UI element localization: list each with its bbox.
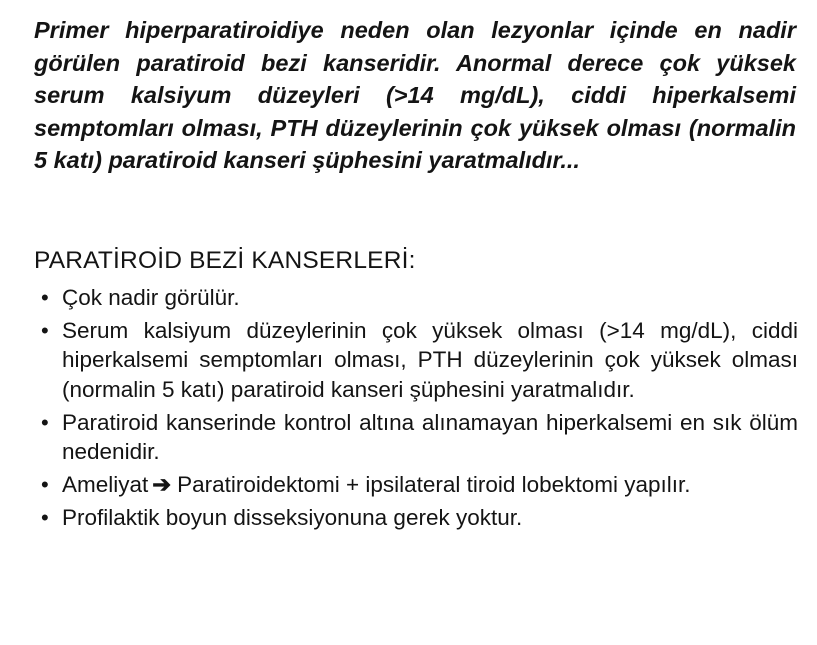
bullet-text-before: Ameliyat — [62, 472, 149, 498]
bullet-text-after: Paratiroidektomi + ipsilateral tiroid lobektomi yapılır. — [177, 472, 691, 498]
bullet-text: Paratiroid kanserinde kontrol altına alınamayan hiperkalsemi en sık ölüm nedenidir. — [62, 409, 798, 465]
intro-paragraph: Primer hiperparatiroidiye neden olan lezyonlar içinde en nadir görülen paratiroid bezi kanseridir. Anormal derece çok yüksek serum kalsiyum düzeyleri (>14 mg/dL), ciddi hiperkalsemi semptomları olması, PTH düzeylerinin çok yüksek olması (normalin 5 katı) paratiroid kanseri şüphesini yaratmalıdır... — [34, 17, 796, 173]
bullet-item-dissection — [34, 503, 798, 532]
bullet-icon: • — [41, 409, 49, 435]
bullet-item-suspicion — [34, 316, 798, 404]
section-heading: PARATİROİD BEZİ KANSERLERİ: — [34, 247, 416, 274]
bullet-text: Profilaktik boyun disseksiyonuna gerek yoktur. — [62, 505, 523, 531]
bullet-item-rarity — [34, 283, 798, 312]
bullet-icon: • — [41, 285, 49, 310]
bullet-item-surgery — [34, 470, 798, 499]
bullet-icon: • — [41, 318, 49, 344]
bullet-icon: • — [41, 505, 49, 531]
bullet-list — [34, 283, 798, 537]
bullet-text: Çok nadir görülür. — [62, 285, 240, 310]
bullet-item-mortality — [34, 408, 798, 466]
right-arrow-icon: ➔ — [152, 472, 172, 498]
bullet-icon: • — [41, 472, 49, 498]
bullet-text: Serum kalsiyum düzeylerinin çok yüksek olması (>14 mg/dL), ciddi hiperkalsemi semptomları olması, PTH düzeylerinin çok yüksek olması (normalin 5 katı) paratiroid kanseri şüphesini yaratmalıdır. — [62, 318, 798, 402]
